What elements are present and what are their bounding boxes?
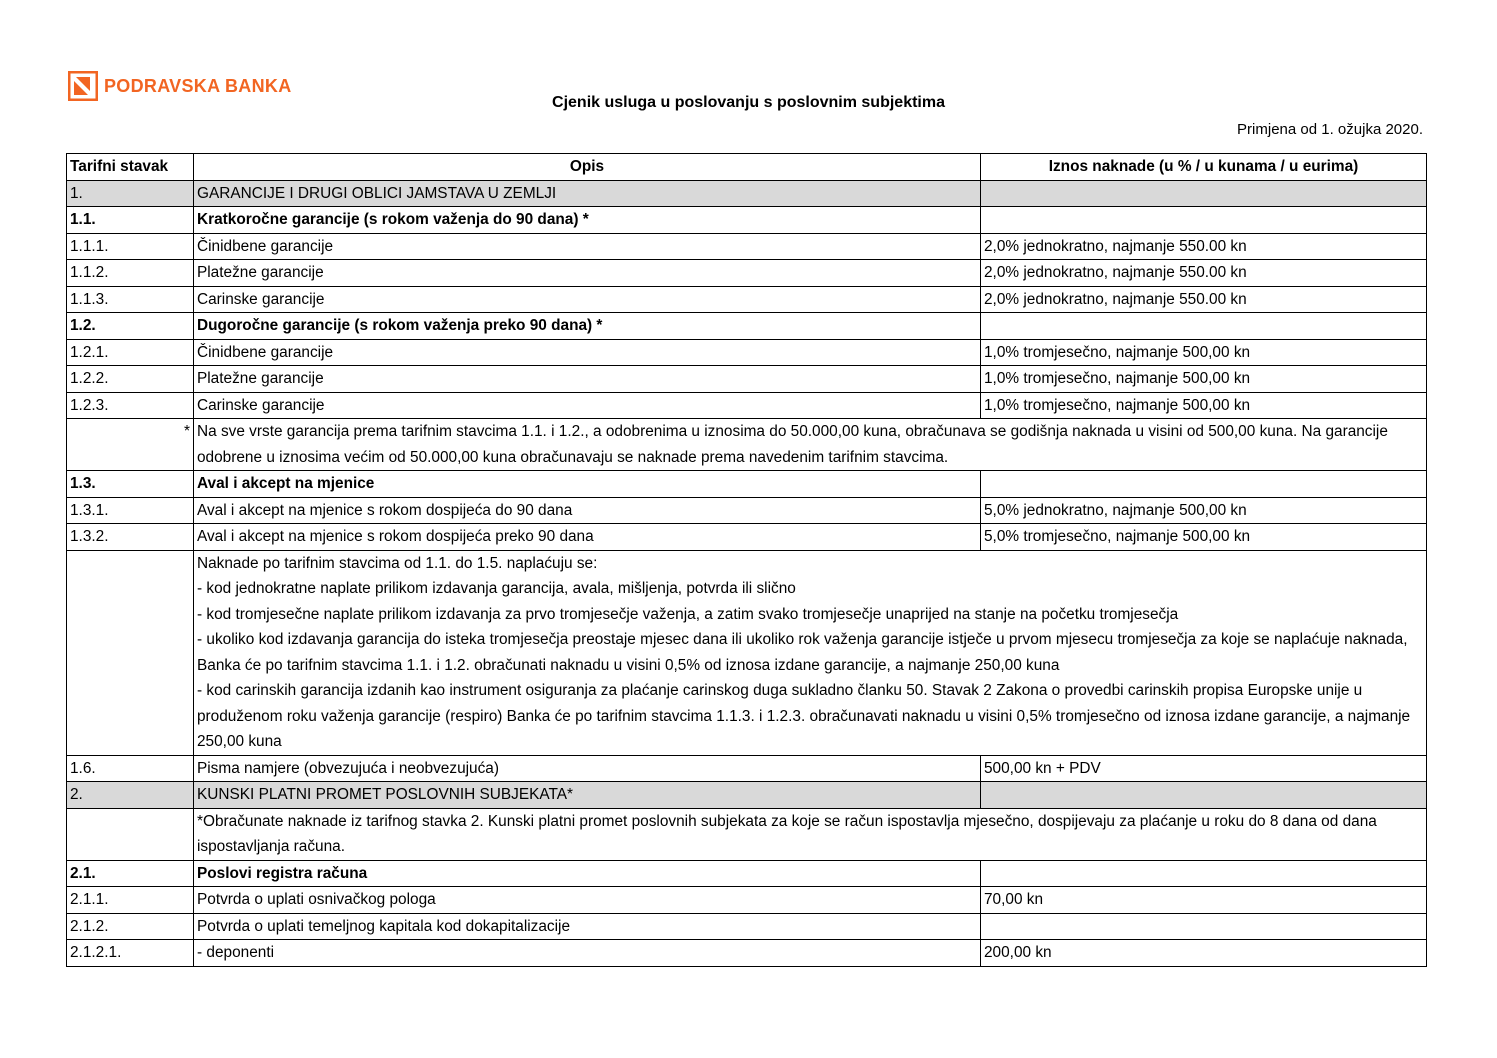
header-description: Opis <box>194 154 981 181</box>
row-code: 2.1.1. <box>67 887 194 914</box>
table-row <box>67 782 1427 809</box>
row-code: 1.2.2. <box>67 366 194 393</box>
row-description: *Obračunate naknade iz tarifnog stavka 2. Kunski platni promet poslovnih subjekata za koje se račun ispostavlja mjesečno, dospijevaju za plaćanje u roku do 8 dana od dana ispostavljanja računa. <box>194 808 1427 860</box>
row-code: 1.3.2. <box>67 524 194 551</box>
row-fee: 2,0% jednokratno, najmanje 550.00 kn <box>981 286 1427 313</box>
table-row <box>67 180 1427 207</box>
row-fee <box>981 913 1427 940</box>
row-fee: 2,0% jednokratno, najmanje 550.00 kn <box>981 233 1427 260</box>
document-title: Cjenik usluga u poslovanju s poslovnim subjektima <box>552 94 945 111</box>
row-description: Aval i akcept na mjenice s rokom dospijeća do 90 dana <box>194 497 981 524</box>
row-description: Pisma namjere (obvezujuća i neobvezujuća) <box>194 755 981 782</box>
row-fee: 2,0% jednokratno, najmanje 550.00 kn <box>981 260 1427 287</box>
effective-date: Primjena od 1. ožujka 2020. <box>1237 121 1423 138</box>
row-code: 1.2. <box>67 313 194 340</box>
header-code: Tarifni stavak <box>67 154 194 181</box>
note-line: Naknade po tarifnim stavcima od 1.1. do 1.5. naplaćuju se: <box>197 554 598 572</box>
note-line: - kod carinskih garancija izdanih kao instrument osiguranja za plaćanje carinskog duga sukladno članku 50. Stavak 2 Zakona o provedbi carinskih propisa Europske unije u produženom roku važenja garancije (respiro) Banka će po tarifnim stavcima 1.1.3. i 1.2.3. obračunavati naknadu u visini 0,5% tromjesečno od iznosa izdane garancije, a najmanje 250,00 kuna <box>197 682 1411 750</box>
row-fee: 70,00 kn <box>981 887 1427 914</box>
row-description: Dugoročne garancije (s rokom važenja preko 90 dana) * <box>194 313 981 340</box>
row-code: 1.1.1. <box>67 233 194 260</box>
row-code: 2.1. <box>67 860 194 887</box>
row-description: Činidbene garancije <box>194 339 981 366</box>
row-fee <box>981 313 1427 340</box>
row-code: 2.1.2.1. <box>67 940 194 967</box>
row-description: Na sve vrste garancija prema tarifnim stavcima 1.1. i 1.2., a odobrenima u iznosima do 50.000,00 kuna, obračunava se godišnja naknada u visini od 500,00 kuna. Na garancije odobrene u iznosima većim od 50.000,00 kuna obračunavaju se naknade prema navedenim tarifnim stavcima. <box>194 419 1427 471</box>
row-code: 1.2.3. <box>67 392 194 419</box>
row-fee: 5,0% tromjesečno, najmanje 500,00 kn <box>981 524 1427 551</box>
row-code: 1.6. <box>67 755 194 782</box>
table-row <box>67 913 1427 940</box>
row-description: - deponenti <box>194 940 981 967</box>
row-code <box>67 808 194 860</box>
table-row <box>67 207 1427 234</box>
row-fee <box>981 782 1427 809</box>
row-code: * <box>67 419 194 471</box>
row-fee <box>981 207 1427 234</box>
row-code: 2.1.2. <box>67 913 194 940</box>
table-row <box>67 339 1427 366</box>
row-code: 1.3.1. <box>67 497 194 524</box>
row-description: Poslovi registra računa <box>194 860 981 887</box>
table-row <box>67 860 1427 887</box>
row-fee <box>981 180 1427 207</box>
row-code <box>67 550 194 755</box>
row-fee <box>981 860 1427 887</box>
note-line: - ukoliko kod izdavanja garancija do isteka tromjesečja preostaje mjesec dana ili ukoliko rok važenja garancije istječe u prvom mjesecu tromjesečja za koje se naplaćuje naknada, Banka će po tarifnim stavcima 1.1. i 1.2. obračunati naknadu u visini 0,5% od iznosa izdane garancije, a najmanje 250,00 kuna <box>197 631 1408 674</box>
table-row <box>67 940 1427 967</box>
table-row-footnote <box>67 808 1427 860</box>
row-description: KUNSKI PLATNI PROMET POSLOVNIH SUBJEKATA* <box>194 782 981 809</box>
row-description-notes <box>194 550 1427 755</box>
table-row <box>67 233 1427 260</box>
row-description: Potvrda o uplati temeljnog kapitala kod dokapitalizacije <box>194 913 981 940</box>
row-code: 1.2.1. <box>67 339 194 366</box>
table-row <box>67 755 1427 782</box>
row-code: 1.1.3. <box>67 286 194 313</box>
bank-name: PODRAVSKA BANKA <box>104 75 292 96</box>
row-code: 1.3. <box>67 471 194 498</box>
table-row <box>67 286 1427 313</box>
table-row <box>67 260 1427 287</box>
row-code: 1. <box>67 180 194 207</box>
table-row-footnote <box>67 419 1427 471</box>
table-row <box>67 366 1427 393</box>
tariff-table <box>66 153 1427 967</box>
table-row <box>67 471 1427 498</box>
row-code: 2. <box>67 782 194 809</box>
row-fee: 500,00 kn + PDV <box>981 755 1427 782</box>
row-fee: 5,0% jednokratno, najmanje 500,00 kn <box>981 497 1427 524</box>
header-fee: Iznos naknade (u % / u kunama / u eurima) <box>981 154 1427 181</box>
row-description: GARANCIJE I DRUGI OBLICI JAMSTAVA U ZEMLJI <box>194 180 981 207</box>
table-row <box>67 497 1427 524</box>
row-code: 1.1.2. <box>67 260 194 287</box>
table-row <box>67 313 1427 340</box>
row-description: Činidbene garancije <box>194 233 981 260</box>
row-description: Platežne garancije <box>194 260 981 287</box>
row-description: Platežne garancije <box>194 366 981 393</box>
row-fee: 1,0% tromjesečno, najmanje 500,00 kn <box>981 339 1427 366</box>
note-line: - kod jednokratne naplate prilikom izdavanja garancija, avala, mišljenja, potvrda ili slično <box>197 580 796 597</box>
row-fee: 200,00 kn <box>981 940 1427 967</box>
row-description: Kratkoročne garancije (s rokom važenja do 90 dana) * <box>194 207 981 234</box>
table-row <box>67 392 1427 419</box>
table-header-row <box>67 154 1427 181</box>
row-fee: 1,0% tromjesečno, najmanje 500,00 kn <box>981 392 1427 419</box>
row-fee <box>981 471 1427 498</box>
row-description: Potvrda o uplati osnivačkog pologa <box>194 887 981 914</box>
note-line: - kod tromjesečne naplate prilikom izdavanja za prvo tromjesečje važenja, a zatim svako tromjesečje unaprijed na stanje na početku tromjesečja <box>197 605 1179 623</box>
row-description: Aval i akcept na mjenice <box>194 471 981 498</box>
row-description: Aval i akcept na mjenice s rokom dospijeća preko 90 dana <box>194 524 981 551</box>
row-fee: 1,0% tromjesečno, najmanje 500,00 kn <box>981 366 1427 393</box>
table-row <box>67 887 1427 914</box>
row-description: Carinske garancije <box>194 286 981 313</box>
row-code: 1.1. <box>67 207 194 234</box>
table-row <box>67 524 1427 551</box>
row-description: Carinske garancije <box>194 392 981 419</box>
table-row-notes <box>67 550 1427 755</box>
